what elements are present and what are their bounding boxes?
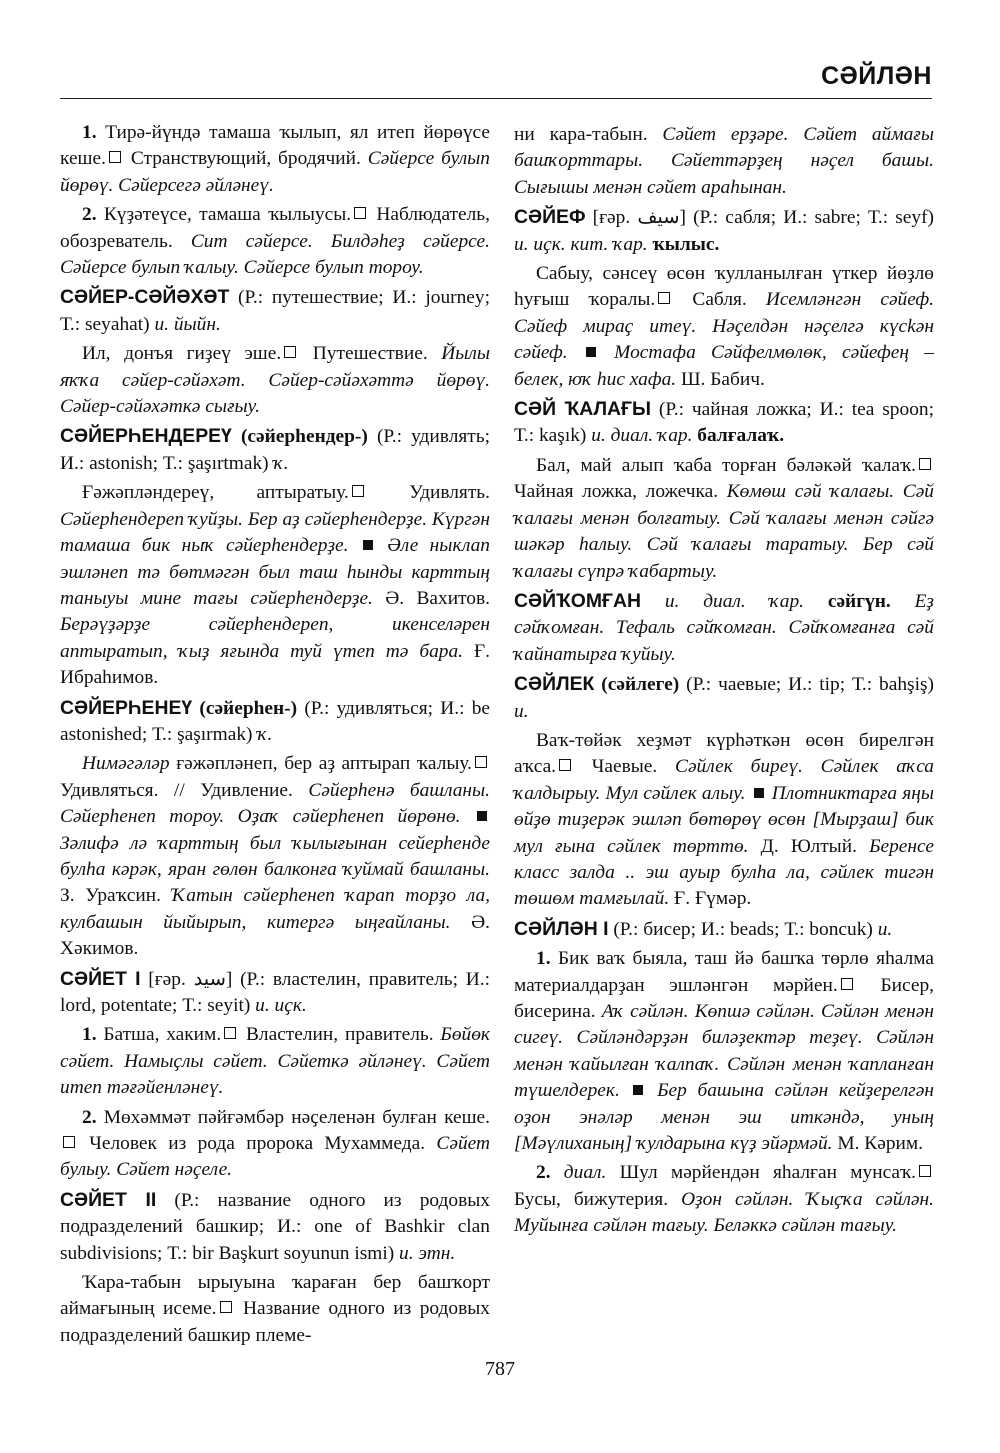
black-square-icon — [477, 811, 487, 821]
square-icon — [284, 346, 296, 358]
right-column — [514, 120, 934, 1243]
square-icon — [475, 756, 487, 768]
square-icon — [658, 292, 670, 304]
page-number: 787 — [485, 1358, 515, 1380]
square-icon — [354, 207, 366, 219]
entry-sayerhendereu: СӘЙЕРҺЕНДЕРЕҮ (сәйерһендер-) (Р.: удивлять; И.: astonish; Т.: şaşırtmak) ҡ. — [60, 425, 490, 474]
right-def-3: Бал, май алып ҡаба торған бәләкәй ҡалаҡ. Чайная ложка, ложечка. Көмөш сәй ҡалағы. Сәй ҡалағы менән болғатыу. Сәй ҡалағы менән сәйгә шәкәр һалыу. Сәй ҡалағы таратыу. Бер сәй ҡалағы сүпрә ҡабартыу. — [514, 454, 934, 582]
header-word: СӘЙЛӘН — [821, 62, 932, 90]
entry-say-kalagy: СӘЙ ҠАЛАҒЫ (Р.: чайная ложка; И.: tea spoon; Т.: kaşık) и. диал. ҡар. балғалаҡ. — [514, 398, 934, 447]
left-def-3: Ил, донъя гиҙеү эше. Путешествие. Йылы яҡҡа сәйер-сәйәхәт. Сәйер-сәйәхәттә йөрөү. Сәйер-сәйәхәткә сығыу. — [60, 343, 490, 418]
entry-sayer-sayahat: СӘЙЕР-СӘЙӘХӘТ (Р.: путешествие; И.: journey; Т.: seyahat) и. йыйн. — [60, 286, 490, 335]
running-header — [60, 60, 932, 99]
black-square-icon — [363, 540, 373, 550]
square-icon — [352, 485, 364, 497]
square-icon — [220, 1301, 232, 1313]
right-sense-5: 1. Бик ваҡ быяла, таш йә башҡа төрлө яһалма материалдарҙан эшләнгән мәрйен. Бисер, бисерина. Аҡ сәйлән. Көпшә сәйлән. Сәйлән менән сигеү. Сәйләндәрҙән биләҙектәр теҙеү. Сәйлән менән ҡайылған ҡалпаҡ. Сәйлән менән ҡапланған түшелдерек. Бер башына сәйлән кейҙерелгән оҙон энәләр менән эш иткәндә, уның [Мәүлиханың] ҡулдарына күҙ эйәрмәй. М. Кәрим. — [514, 948, 934, 1155]
left-def-4: Ғәжәпләндереү, аптыратыу. Удивлять. Сәйерһендереп ҡуйҙы. Бер аҙ сәйерһендерҙе. Күргән тамаша бик ныҡ сәйерһендерҙе. Әле ныклап эшләнеп тә бөтмәгән был таш һынды карттың таныуы мине тағы сәйерһендерҙе. Ә. Вахитов. Берәүҙәрҙе сәйерһендереп, икенселәрен аптыратып, ҡыҙ яғында туй үтеп тә бара. Ғ. Ибраһимов. — [60, 482, 491, 689]
right-sense-6: 2. диал. Шул мәрйендән яһалған мунсаҡ. Бусы, бижутерия. Оҙон сәйлән. Ҡыҫҡа сәйлән. Муйынға сәйлән тағыу. Беләккә сәйлән тағыу. — [514, 1162, 934, 1237]
left-column — [60, 120, 490, 1352]
entry-saylek: СӘЙЛЕК (сәйлеге) (Р.: чаевые; И.: tip; Т.: bahşiş) и. — [514, 673, 934, 722]
left-sense-1: 1. Тирә-йүндә тамаша ҡылып, ял итеп йөрөүсе кеше. Странствующий, бродячий. Сәйерсе булып йөрөү. Сәйерсегә әйләнеү. — [60, 122, 490, 196]
square-icon — [63, 1136, 75, 1148]
entry-saylan-1: СӘЙЛӘН I (Р.: бисер; И.: beads; Т.: boncuk) и. — [514, 917, 893, 940]
square-icon — [919, 1165, 931, 1177]
right-continuation: ни кара-табын. Сәйет ерҙәре. Сәйет аймағы башҡорттары. Сәйеттәрҙең нәҫел башы. Сығышы менән сәйет араһынан. — [514, 124, 934, 198]
square-icon — [841, 978, 853, 990]
right-def-2: Сабыу, сәнсеү өсөн ҡулланылған үткер йөҙлө һуғыш ҡоралы. Сабля. Исемләнгән сәйеф. Сәйеф мираҫ итеү. Нәҫелдән нәҫелгә күсkән сәйеф. Мостафа Сәйфелмөлөк, сәйефең – белек, юҡ һис хафа. Ш. Бабич. — [514, 263, 934, 390]
left-def-5: Нимәгәләр ғәжәпләнеп, бер аҙ аптырап ҡалыу. Удивляться. // Удивление. Сәйерһенә башланы. Сәйерһенеп тороу. Оҙаҡ сәйерһенеп йөрөнө. Зәлифә лә ҡарттың был ҡылығынан сейерһенде булһа кәрәк, яран гөлөн балконға ҡуймай башланы. З. Ураҡсин. Ҡатын сәйерһенеп ҡарап торҙо ла, кулбашын йыйырып, китергә ыңғайланы. Ә. Хәкимов. — [60, 753, 490, 960]
black-square-icon — [633, 1085, 643, 1095]
square-icon — [224, 1027, 236, 1039]
square-icon — [919, 458, 931, 470]
left-sense-2: 2. Күҙәтеүсе, тамаша ҡылыусы. Наблюдатель, обозреватель. Сит сәйерсе. Билдәһеҙ сәйерсе. Сәйерсе булып ҡалыу. Сәйерсе булып тороу. — [60, 204, 490, 279]
black-square-icon — [586, 347, 596, 357]
entry-sayet-2: СӘЙЕТ II (Р.: название одного из родовых подразделений башкир; И.: one of Bashkir clan subdivisions; Т.: bir Başkurt soyunun ismi) и. этн. — [60, 1188, 490, 1264]
left-def-8: Ҡара-табын ырыуына ҡараған бер башҡорт аймағының исеме. Название одного из родовых подразделений башкир племе- — [60, 1272, 491, 1346]
black-square-icon — [754, 788, 764, 798]
square-icon — [559, 759, 571, 771]
left-sense-6: 1. Батша, хаким. Властелин, правитель. Бөйөк сәйет. Намыҫлы сәйет. Сәйеткә әйләнеү. Сәйет итеп тәғәйенләнеү. — [60, 1024, 490, 1099]
entry-sayerheneu: СӘЙЕРҺЕНЕҮ (сәйерһен-) (Р.: удивляться; И.: be astonished; Т.: şaşırmak) ҡ. — [60, 696, 490, 745]
right-def-4: Ваҡ-төйәк хеҙмәт күрһәткән өсөн бирелгән аҡса. Чаевые. Сәйлек биреү. Сәйлек аҡса ҡалдырыу. Мул сәйлек алыу. Плотниктарға яңы өйҙө тиҙерәк эшләп бөтөрөү өсөн [Мырҙаш] бик мул ғына сәйлек төрттө. Д. Юлтый. Беренсе класс залда .. эш ауыр булһа ла, сәйлек тигән төшөм тамғылай. Ғ. Ғүмәр. — [514, 729, 934, 910]
entry-saykomgan: СӘЙҠОМҒАН и. диал. ҡар. сәйгүн. Еҙ сәйҡомған. Тефаль сәйҡомған. Сәйҡомғанға сәй ҡайнатырға ҡуйыу. — [514, 589, 934, 665]
left-sense-7: 2. Мөхәммәт пәйғәмбәр нәҫеленән булған кеше. Человек из рода пророка Мухаммеда. Сәйет булыу. Сәйет нәҫеле. — [60, 1106, 490, 1181]
square-icon — [109, 151, 121, 163]
entry-sayet-1: СӘЙЕТ I [ғәр. سيد] (Р.: властелин, правитель; И.: lord, potentate; Т.: seyit) и. иҫк. — [60, 967, 490, 1016]
entry-sayef: СӘЙЕФ [ғәр. سيف] (Р.: сабля; И.: sabre; Т.: seyf) и. иҫк. кит. ҡар. ҡылыс. — [514, 206, 934, 255]
